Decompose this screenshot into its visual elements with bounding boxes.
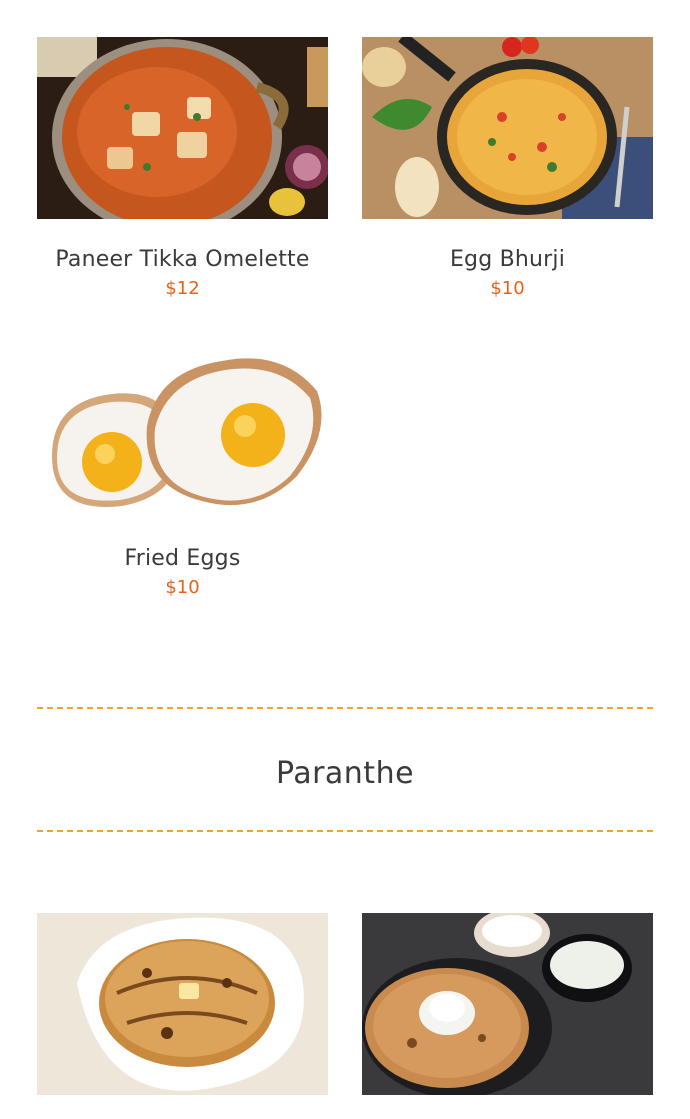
egg-bhurji-skillet-photo[interactable] bbox=[362, 37, 653, 219]
fried-eggs-photo[interactable] bbox=[37, 336, 328, 526]
menu-item-name: Paneer Tikka Omelette bbox=[55, 247, 310, 272]
paneer-curry-pan-photo[interactable] bbox=[37, 37, 328, 219]
menu-item-price: $10 bbox=[165, 577, 200, 598]
menu-item-card[interactable] bbox=[362, 913, 653, 1095]
menu-item-price: $12 bbox=[165, 278, 200, 299]
menu-item-card[interactable] bbox=[37, 913, 328, 1095]
menu-item-card[interactable] bbox=[37, 37, 328, 299]
aloo-paratha-butter-photo[interactable] bbox=[362, 913, 653, 1095]
section-divider-top bbox=[37, 707, 653, 709]
menu-item-card[interactable] bbox=[362, 37, 653, 299]
layered-paratha-plate-photo[interactable] bbox=[37, 913, 328, 1095]
section-divider-bottom bbox=[37, 830, 653, 832]
menu-item-card[interactable] bbox=[37, 336, 328, 598]
section-title: Paranthe bbox=[275, 756, 415, 791]
menu-item-price: $10 bbox=[490, 278, 525, 299]
menu-item-name: Egg Bhurji bbox=[449, 247, 566, 272]
menu-item-name: Fried Eggs bbox=[124, 546, 241, 571]
